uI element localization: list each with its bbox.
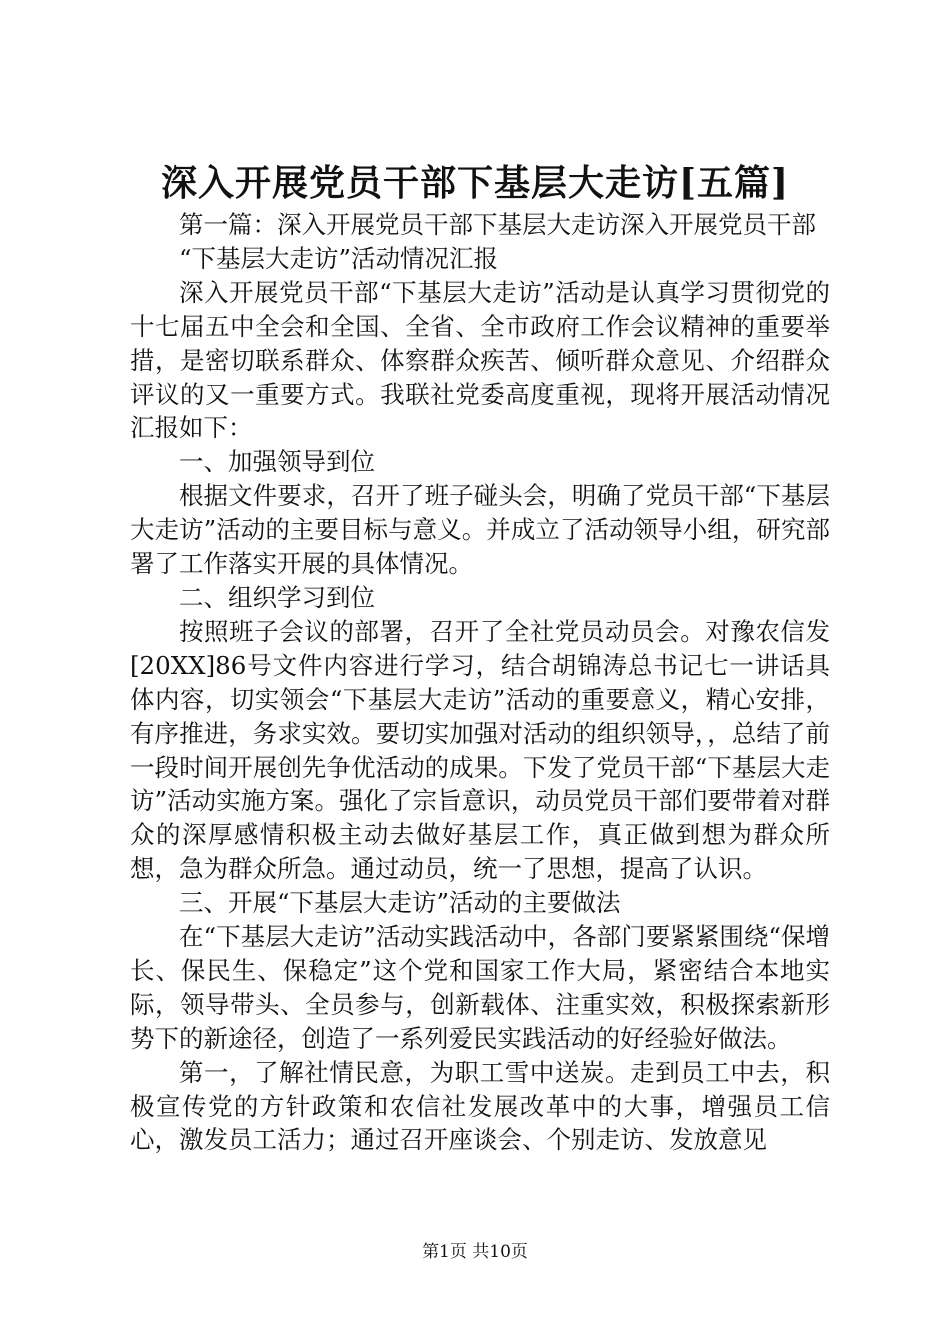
section-heading: 二、组织学习到位	[179, 582, 375, 612]
page-footer: 第1页 共10页	[422, 1242, 528, 1262]
paragraph: 深入开展党员干部“下基层大走访”活动是认真学习贯彻党的十七届五中全会和全国、全省、全市政府工作会议精神的重要举措，是密切联系群众、体察群众疾苦、倾听群众意见、介绍群众评议的又一重要方式。我联社党委高度重视，现将开展活动情况汇报如下：	[130, 277, 830, 443]
document-body	[130, 208, 830, 1157]
paragraph: “下基层大走访”活动情况汇报	[179, 243, 499, 273]
document-title: 深入开展党员干部下基层大走访[五篇]	[160, 162, 790, 204]
section-heading: 三、开展“下基层大走访”活动的主要做法	[179, 888, 621, 918]
paragraph: 第一，了解社情民意，为职工雪中送炭。走到员工中去，积极宣传党的方针政策和农信社发展改革中的大事，增强员工信心，激发员工活力；通过召开座谈会、个别走访、发放意见	[130, 1057, 830, 1155]
paragraph: 在“下基层大走访”活动实践活动中，各部门要紧紧围绕“保增长、保民生、保稳定”这个党和国家工作大局，紧密结合本地实际，领导带头、全员参与，创新载体、注重实效，积极探索新形势下的新途径，创造了一系列爱民实践活动的好经验好做法。	[130, 922, 830, 1053]
section-heading: 一、加强领导到位	[179, 447, 375, 477]
paragraph: 根据文件要求，召开了班子碰头会，明确了党员干部“下基层大走访”活动的主要目标与意义。并成立了活动领导小组，研究部署了工作落实开展的具体情况。	[130, 481, 830, 579]
paragraph: 按照班子会议的部署，召开了全社党员动员会。对豫农信发[20XX]86号文件内容进行学习，结合胡锦涛总书记七一讲话具体内容，切实领会“下基层大走访”活动的重要意义，精心安排，有序推进，务求实效。要切实加强对活动的组织领导，，总结了前一段时间开展创先争优活动的成果。下发了党员干部“下基层大走访”活动实施方案。强化了宗旨意识，动员党员干部们要带着对群众的深厚感情积极主动去做好基层工作，真正做到想为群众所想，急为群众所急。通过动员，统一了思想，提高了认识。	[130, 616, 830, 884]
paragraph: 第一篇：深入开展党员干部下基层大走访深入开展党员干部	[179, 210, 816, 239]
